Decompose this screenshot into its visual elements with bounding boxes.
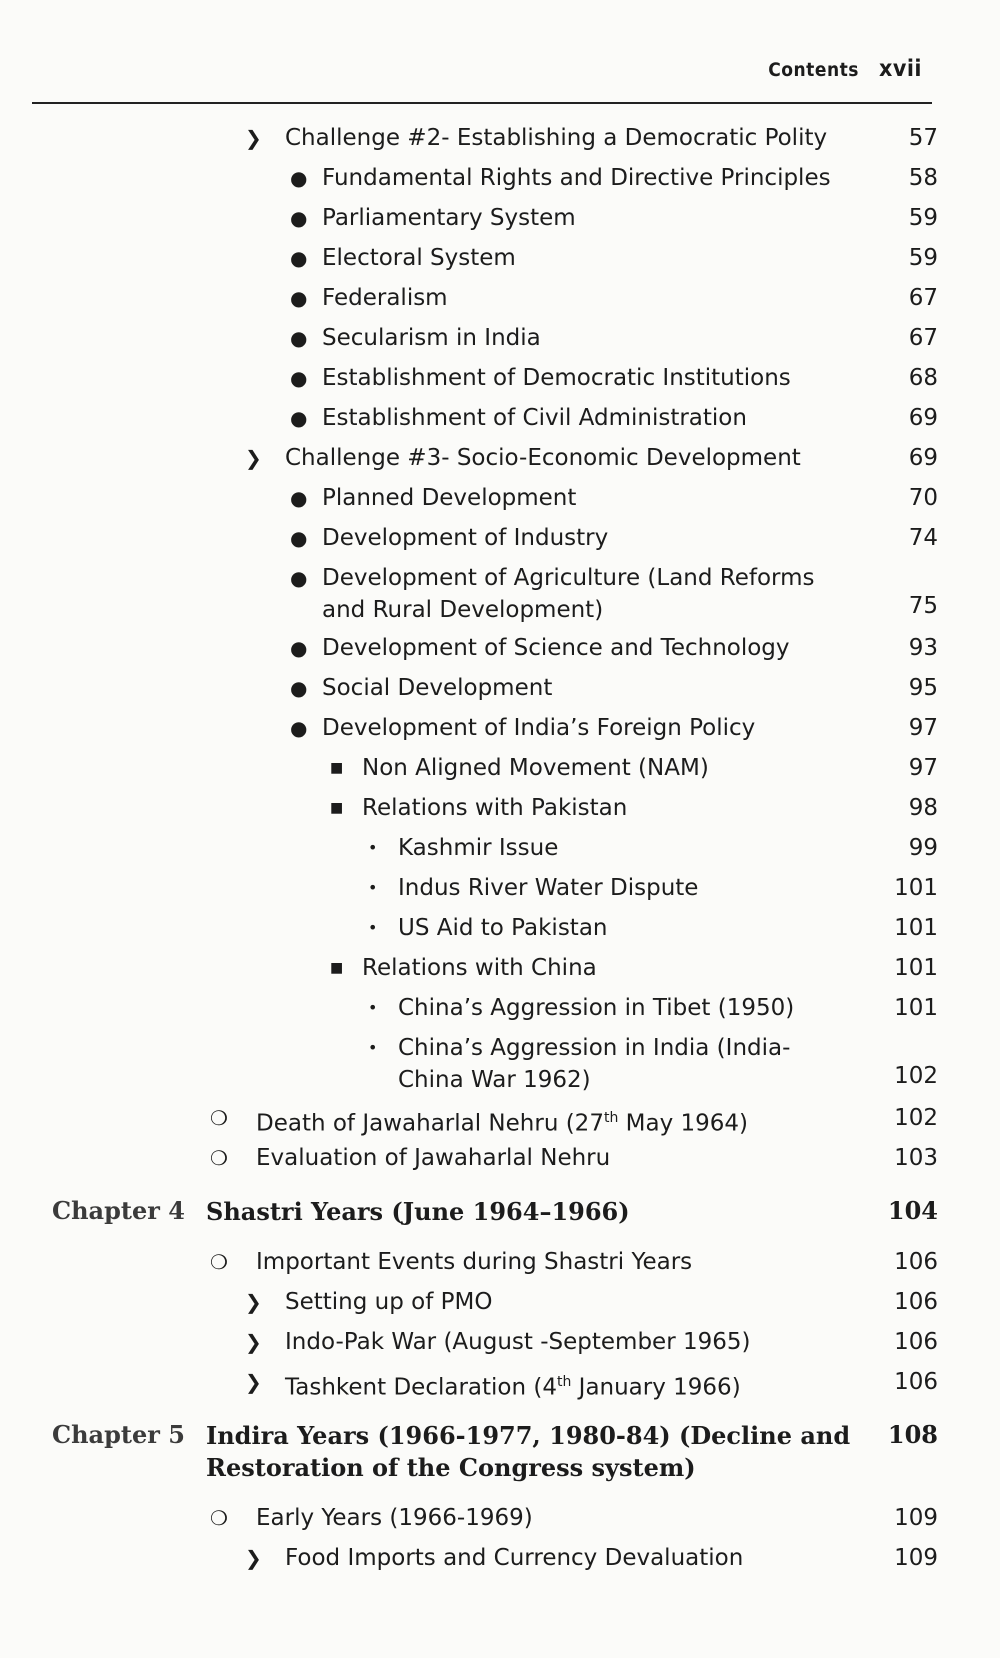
toc-entry-title: Tashkent Declaration (4th January 1966) bbox=[285, 1374, 741, 1401]
toc-entry[interactable] bbox=[0, 748, 1000, 788]
bullet-icon: • bbox=[368, 998, 378, 1017]
toc-entry[interactable] bbox=[0, 1098, 1000, 1138]
toc-entry[interactable] bbox=[0, 948, 1000, 988]
toc-entry-page: 69 bbox=[908, 405, 938, 431]
toc-entry[interactable] bbox=[0, 1362, 1000, 1402]
toc-entry[interactable] bbox=[0, 1282, 1000, 1322]
bullet-icon: ● bbox=[290, 566, 308, 590]
toc-entry-title: Relations with China bbox=[362, 955, 597, 981]
toc-entry[interactable] bbox=[0, 1242, 1000, 1282]
toc-entry[interactable] bbox=[0, 1498, 1000, 1538]
toc-entry-title: Development of Industry bbox=[322, 525, 609, 551]
bullet-icon: ● bbox=[290, 366, 308, 390]
bullet-icon: ❯ bbox=[245, 1330, 262, 1354]
toc-entry-page: 67 bbox=[908, 285, 938, 311]
toc-entry-page: 57 bbox=[908, 125, 938, 151]
toc-entry[interactable] bbox=[0, 628, 1000, 668]
toc-entry-title: Indus River Water Dispute bbox=[398, 875, 699, 901]
table-of-contents bbox=[0, 118, 1000, 1578]
toc-entry[interactable] bbox=[0, 708, 1000, 748]
toc-entry-title: Establishment of Democratic Institutions bbox=[322, 365, 791, 391]
toc-entry[interactable] bbox=[0, 518, 1000, 558]
toc-entry-page: 74 bbox=[908, 525, 938, 551]
bullet-icon: ❯ bbox=[245, 446, 262, 470]
bullet-icon: ● bbox=[290, 486, 308, 510]
toc-entry[interactable] bbox=[0, 238, 1000, 278]
bullet-icon: ● bbox=[290, 526, 308, 550]
toc-entry-page: 97 bbox=[908, 715, 938, 741]
toc-entry-title: Challenge #2- Establishing a Democratic Polity bbox=[285, 125, 828, 151]
bullet-icon: ❍ bbox=[210, 1106, 228, 1130]
toc-entry-page: 102 bbox=[894, 1105, 938, 1131]
chapter-title: Shastri Years (June 1964–1966) bbox=[206, 1197, 630, 1226]
toc-entry-title: China’s Aggression in India (India-China War 1962) bbox=[398, 1035, 791, 1093]
bullet-icon: ■ bbox=[330, 800, 344, 816]
toc-entry-page: 103 bbox=[894, 1145, 938, 1171]
bullet-icon: ● bbox=[290, 246, 308, 270]
toc-entry-page: 67 bbox=[908, 325, 938, 351]
toc-entry-title: Relations with Pakistan bbox=[362, 795, 628, 821]
toc-entry-title: Social Development bbox=[322, 675, 553, 701]
toc-entry-title: Electoral System bbox=[322, 245, 516, 271]
toc-entry-title: Non Aligned Movement (NAM) bbox=[362, 755, 709, 781]
toc-entry-page: 59 bbox=[908, 205, 938, 231]
bullet-icon: ■ bbox=[330, 960, 344, 976]
bullet-icon: • bbox=[368, 838, 378, 857]
toc-entry-title: Fundamental Rights and Directive Principles bbox=[322, 165, 831, 191]
toc-entry-page: 98 bbox=[908, 795, 938, 821]
toc-entry-page: 106 bbox=[894, 1289, 938, 1315]
bullet-icon: ■ bbox=[330, 760, 344, 776]
chapter-page: 104 bbox=[887, 1196, 938, 1225]
toc-entry-title: Kashmir Issue bbox=[398, 835, 559, 861]
chapter-title: Indira Years (1966-1977, 1980-84) (Decline and Restoration of the Congress system) bbox=[206, 1421, 851, 1482]
toc-entry-page: 101 bbox=[894, 915, 938, 941]
toc-entry-page: 101 bbox=[894, 995, 938, 1021]
bullet-icon: ● bbox=[290, 326, 308, 350]
page-header bbox=[32, 56, 932, 104]
toc-entry[interactable] bbox=[0, 988, 1000, 1028]
toc-entry[interactable] bbox=[0, 278, 1000, 318]
chapter-label: Chapter 4 bbox=[52, 1196, 185, 1225]
toc-entry-title: Development of India’s Foreign Policy bbox=[322, 715, 756, 741]
bullet-icon: ● bbox=[290, 286, 308, 310]
section-title: Contents bbox=[768, 59, 859, 81]
bullet-icon: ● bbox=[290, 716, 308, 740]
toc-entry[interactable] bbox=[0, 198, 1000, 238]
toc-entry-page: 95 bbox=[908, 675, 938, 701]
toc-entry-title: Setting up of PMO bbox=[285, 1289, 493, 1315]
toc-entry-page: 106 bbox=[894, 1249, 938, 1275]
toc-entry-title: Important Events during Shastri Years bbox=[256, 1249, 693, 1275]
toc-entry[interactable] bbox=[0, 118, 1000, 158]
bullet-icon: ❯ bbox=[245, 1546, 262, 1570]
toc-entry-page: 99 bbox=[908, 835, 938, 861]
toc-entry-title: Indo-Pak War (August -September 1965) bbox=[285, 1329, 751, 1355]
toc-entry[interactable] bbox=[0, 788, 1000, 828]
toc-entry[interactable] bbox=[0, 398, 1000, 438]
toc-entry[interactable] bbox=[0, 668, 1000, 708]
toc-entry-title: China’s Aggression in Tibet (1950) bbox=[398, 995, 795, 1021]
bullet-icon: • bbox=[368, 918, 378, 937]
toc-entry-page: 59 bbox=[908, 245, 938, 271]
toc-entry[interactable] bbox=[0, 1138, 1000, 1178]
bullet-icon: ❍ bbox=[210, 1250, 228, 1274]
toc-entry-page: 75 bbox=[908, 593, 938, 619]
toc-entry[interactable] bbox=[0, 908, 1000, 948]
toc-entry-page: 70 bbox=[908, 485, 938, 511]
chapter-heading[interactable] bbox=[0, 1420, 1000, 1498]
bullet-icon: ● bbox=[290, 206, 308, 230]
toc-entry-page: 97 bbox=[908, 755, 938, 781]
bullet-icon: ● bbox=[290, 676, 308, 700]
bullet-icon: ● bbox=[290, 166, 308, 190]
toc-entry-title: US Aid to Pakistan bbox=[398, 915, 608, 941]
toc-entry-page: 69 bbox=[908, 445, 938, 471]
toc-entry[interactable] bbox=[0, 1322, 1000, 1362]
bullet-icon: • bbox=[368, 878, 378, 897]
bullet-icon: ● bbox=[290, 636, 308, 660]
page-number: xvii bbox=[878, 56, 922, 82]
toc-entry[interactable] bbox=[0, 318, 1000, 358]
toc-entry-page: 106 bbox=[894, 1329, 938, 1355]
toc-entry-title: Planned Development bbox=[322, 485, 577, 511]
chapter-page: 108 bbox=[887, 1420, 938, 1449]
toc-entry[interactable] bbox=[0, 438, 1000, 478]
toc-entry-title: Early Years (1966-1969) bbox=[256, 1505, 533, 1531]
toc-entry-title: Secularism in India bbox=[322, 325, 541, 351]
toc-entry[interactable] bbox=[0, 158, 1000, 198]
toc-entry-page: 58 bbox=[908, 165, 938, 191]
toc-entry-page: 102 bbox=[894, 1063, 938, 1089]
toc-entry-title: Development of Science and Technology bbox=[322, 635, 790, 661]
toc-entry-title: Parliamentary System bbox=[322, 205, 576, 231]
toc-entry[interactable] bbox=[0, 828, 1000, 868]
bullet-icon: ❯ bbox=[245, 1370, 262, 1394]
bullet-icon: ❍ bbox=[210, 1146, 228, 1170]
toc-entry-title: Challenge #3- Socio-Economic Development bbox=[285, 445, 801, 471]
bullet-icon: ❯ bbox=[245, 126, 262, 150]
toc-entry-page: 68 bbox=[908, 365, 938, 391]
chapter-label: Chapter 5 bbox=[52, 1420, 185, 1449]
bullet-icon: ● bbox=[290, 406, 308, 430]
toc-entry-page: 101 bbox=[894, 955, 938, 981]
toc-entry[interactable] bbox=[0, 1538, 1000, 1578]
bullet-icon: • bbox=[368, 1038, 378, 1057]
toc-entry[interactable] bbox=[0, 868, 1000, 908]
bullet-icon: ❍ bbox=[210, 1506, 228, 1530]
toc-entry-title: Development of Agriculture (Land Reforms and Rural Development) bbox=[322, 565, 815, 623]
toc-entry-page: 106 bbox=[894, 1369, 938, 1395]
toc-entry-title: Death of Jawaharlal Nehru (27th May 1964) bbox=[256, 1110, 749, 1137]
toc-entry[interactable] bbox=[0, 1028, 1000, 1098]
toc-entry-page: 109 bbox=[894, 1505, 938, 1531]
chapter-heading[interactable] bbox=[0, 1196, 1000, 1242]
toc-entry[interactable] bbox=[0, 478, 1000, 518]
bullet-icon: ❯ bbox=[245, 1290, 262, 1314]
running-head bbox=[768, 56, 922, 82]
toc-entry-page: 93 bbox=[908, 635, 938, 661]
toc-entry[interactable] bbox=[0, 558, 1000, 628]
toc-entry-title: Federalism bbox=[322, 285, 448, 311]
toc-entry-page: 109 bbox=[894, 1545, 938, 1571]
toc-entry-title: Evaluation of Jawaharlal Nehru bbox=[256, 1145, 611, 1171]
toc-entry[interactable] bbox=[0, 358, 1000, 398]
toc-entry-title: Food Imports and Currency Devaluation bbox=[285, 1545, 744, 1571]
toc-entry-page: 101 bbox=[894, 875, 938, 901]
toc-entry-title: Establishment of Civil Administration bbox=[322, 405, 747, 431]
